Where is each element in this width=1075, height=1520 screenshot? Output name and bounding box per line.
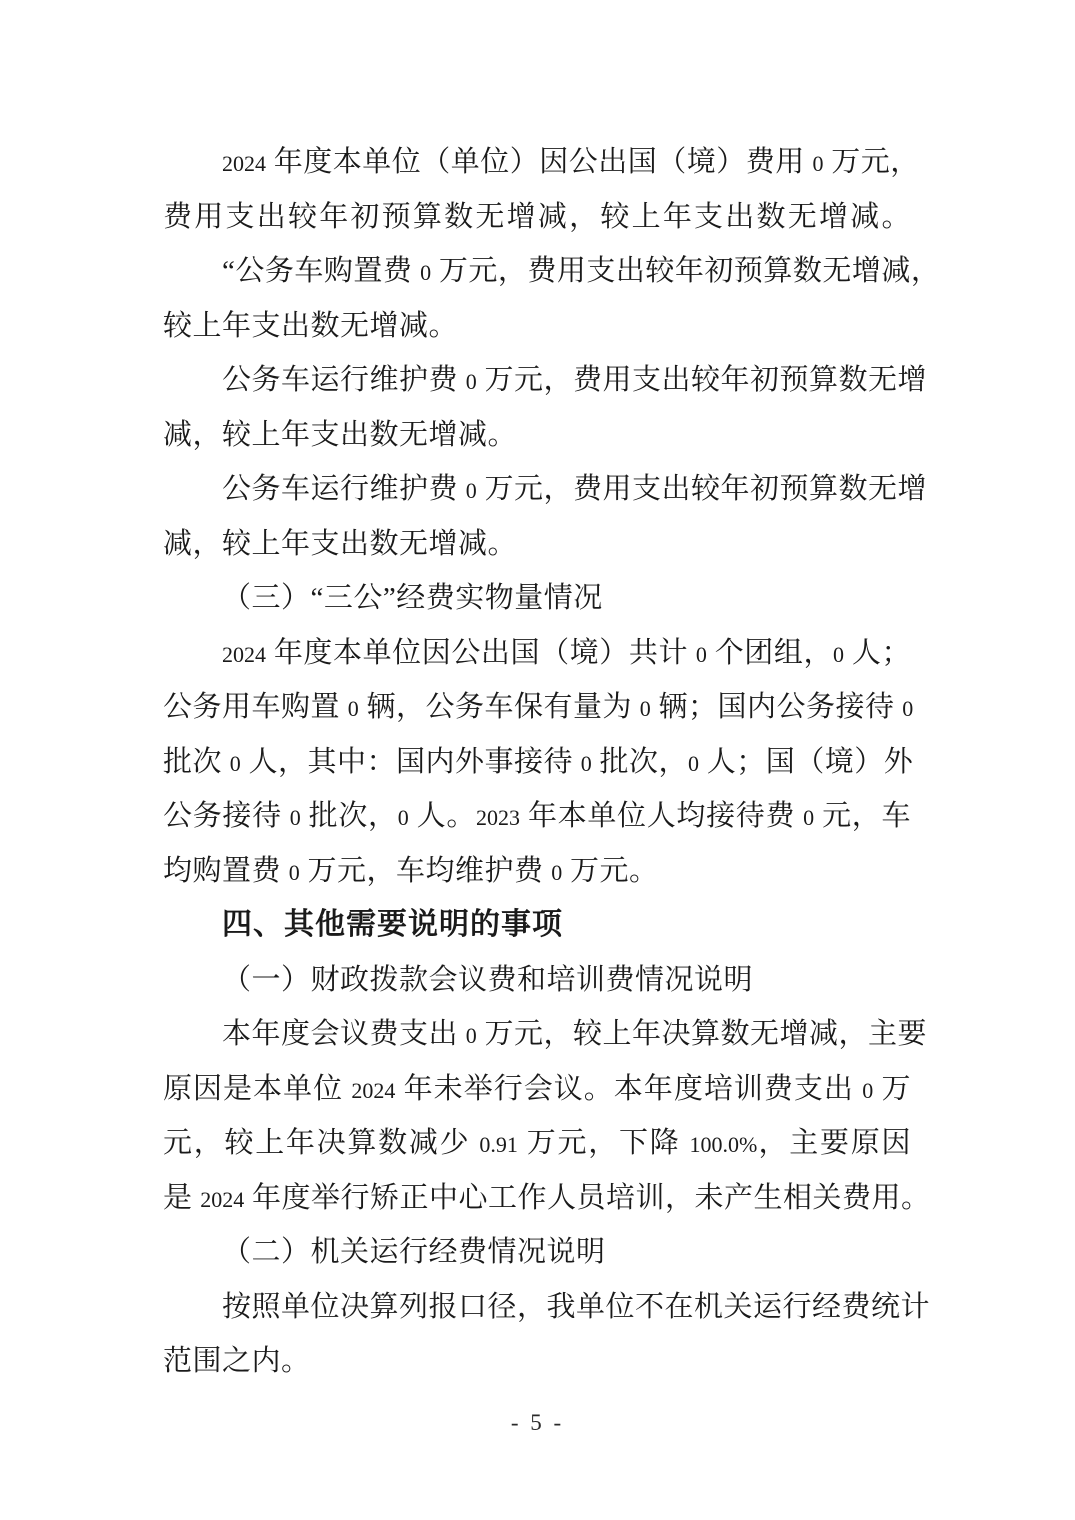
paragraph-line: 公务车运行维护费 0 万元，费用支出较年初预算数无增 — [222, 473, 928, 505]
numeric-value: 0 — [862, 1077, 874, 1103]
numeric-value: 2023 — [476, 805, 521, 830]
subsection-heading: （三）“三公”经费实物量情况 — [222, 582, 603, 614]
numeric-value: 0 — [803, 805, 815, 830]
page-number: - 5 - — [510, 1409, 565, 1435]
paragraph-line: 范围之内。 — [163, 1345, 311, 1377]
numeric-value: 0 — [639, 696, 651, 721]
numeric-value: 0 — [347, 696, 359, 721]
numeric-value: 2024 — [222, 151, 266, 176]
numeric-value: 2024 — [351, 1077, 396, 1103]
paragraph-line: 公务用车购置 0 辆，公务车保有量为 0 辆；国内公务接待 0 — [163, 691, 914, 723]
paragraph-line: 减，较上年支出数无增减。 — [163, 418, 518, 451]
numeric-value: 0 — [288, 859, 300, 885]
numeric-value: 0 — [902, 696, 914, 721]
paragraph-line: 2024 年度本单位因公出国（境）共计 0 个团组，0 人； — [222, 636, 911, 669]
numeric-value: 0 — [688, 750, 700, 776]
paragraph-line: 按照单位决算列报口径，我单位不在机关运行经费统计 — [222, 1290, 931, 1323]
paragraph-line: 批次 0 人，其中：国内外事接待 0 批次，0 人；国（境）外 — [163, 745, 914, 778]
numeric-value: 0 — [465, 1023, 477, 1048]
paragraph-line: 2024 年度本单位（单位）因公出国（境）费用 0 万元， — [222, 146, 920, 178]
subsection-heading: （二）机关运行经费情况说明 — [222, 1236, 606, 1268]
paragraph-line: 是 2024 年度举行矫正中心工作人员培训，未产生相关费用。 — [163, 1181, 931, 1214]
numeric-value: 0 — [465, 369, 477, 394]
paragraph-line: 费用支出较年初预算数无增减，较上年支出数无增减。 — [163, 200, 911, 233]
numeric-value: 2024 — [222, 641, 266, 667]
numeric-value: 0 — [812, 151, 824, 176]
numeric-value: 0 — [289, 805, 301, 830]
paragraph-line: 减，较上年支出数无增减。 — [163, 527, 518, 560]
numeric-value: 0 — [833, 641, 845, 667]
numeric-value: 0 — [465, 478, 477, 503]
section-heading: 四、其他需要说明的事项 — [222, 908, 563, 941]
numeric-value: 0 — [229, 750, 241, 776]
subsection-heading: （一）财政拨款会议费和培训费情况说明 — [222, 963, 754, 996]
numeric-value: 0 — [551, 859, 563, 885]
numeric-value: 100.0% — [689, 1132, 758, 1157]
paragraph-line: 本年度会议费支出 0 万元，较上年决算数无增减，主要 — [222, 1018, 928, 1050]
paragraph-line: 公务接待 0 批次，0 人。2023 年本单位人均接待费 0 元，车 — [163, 800, 911, 832]
numeric-value: 2024 — [200, 1186, 245, 1212]
paragraph-line: “公务车购置费 0 万元，费用支出较年初预算数无增减， — [222, 255, 941, 287]
numeric-value: 0 — [580, 750, 592, 776]
numeric-value: 0.91 — [479, 1132, 518, 1157]
paragraph-line: 原因是本单位 2024 年未举行会议。本年度培训费支出 0 万 — [163, 1072, 911, 1105]
paragraph-line: 较上年支出数无增减。 — [163, 309, 459, 342]
numeric-value: 0 — [420, 260, 432, 285]
paragraph-line: 均购置费 0 万元，车均维护费 0 万元。 — [163, 854, 659, 887]
paragraph-line: 公务车运行维护费 0 万元，费用支出较年初预算数无增 — [222, 364, 928, 396]
paragraph-line: 元，较上年决算数减少 0.91 万元，下降 100.0%，主要原因 — [163, 1127, 911, 1159]
numeric-value: 0 — [397, 805, 409, 830]
numeric-value: 0 — [695, 641, 707, 667]
